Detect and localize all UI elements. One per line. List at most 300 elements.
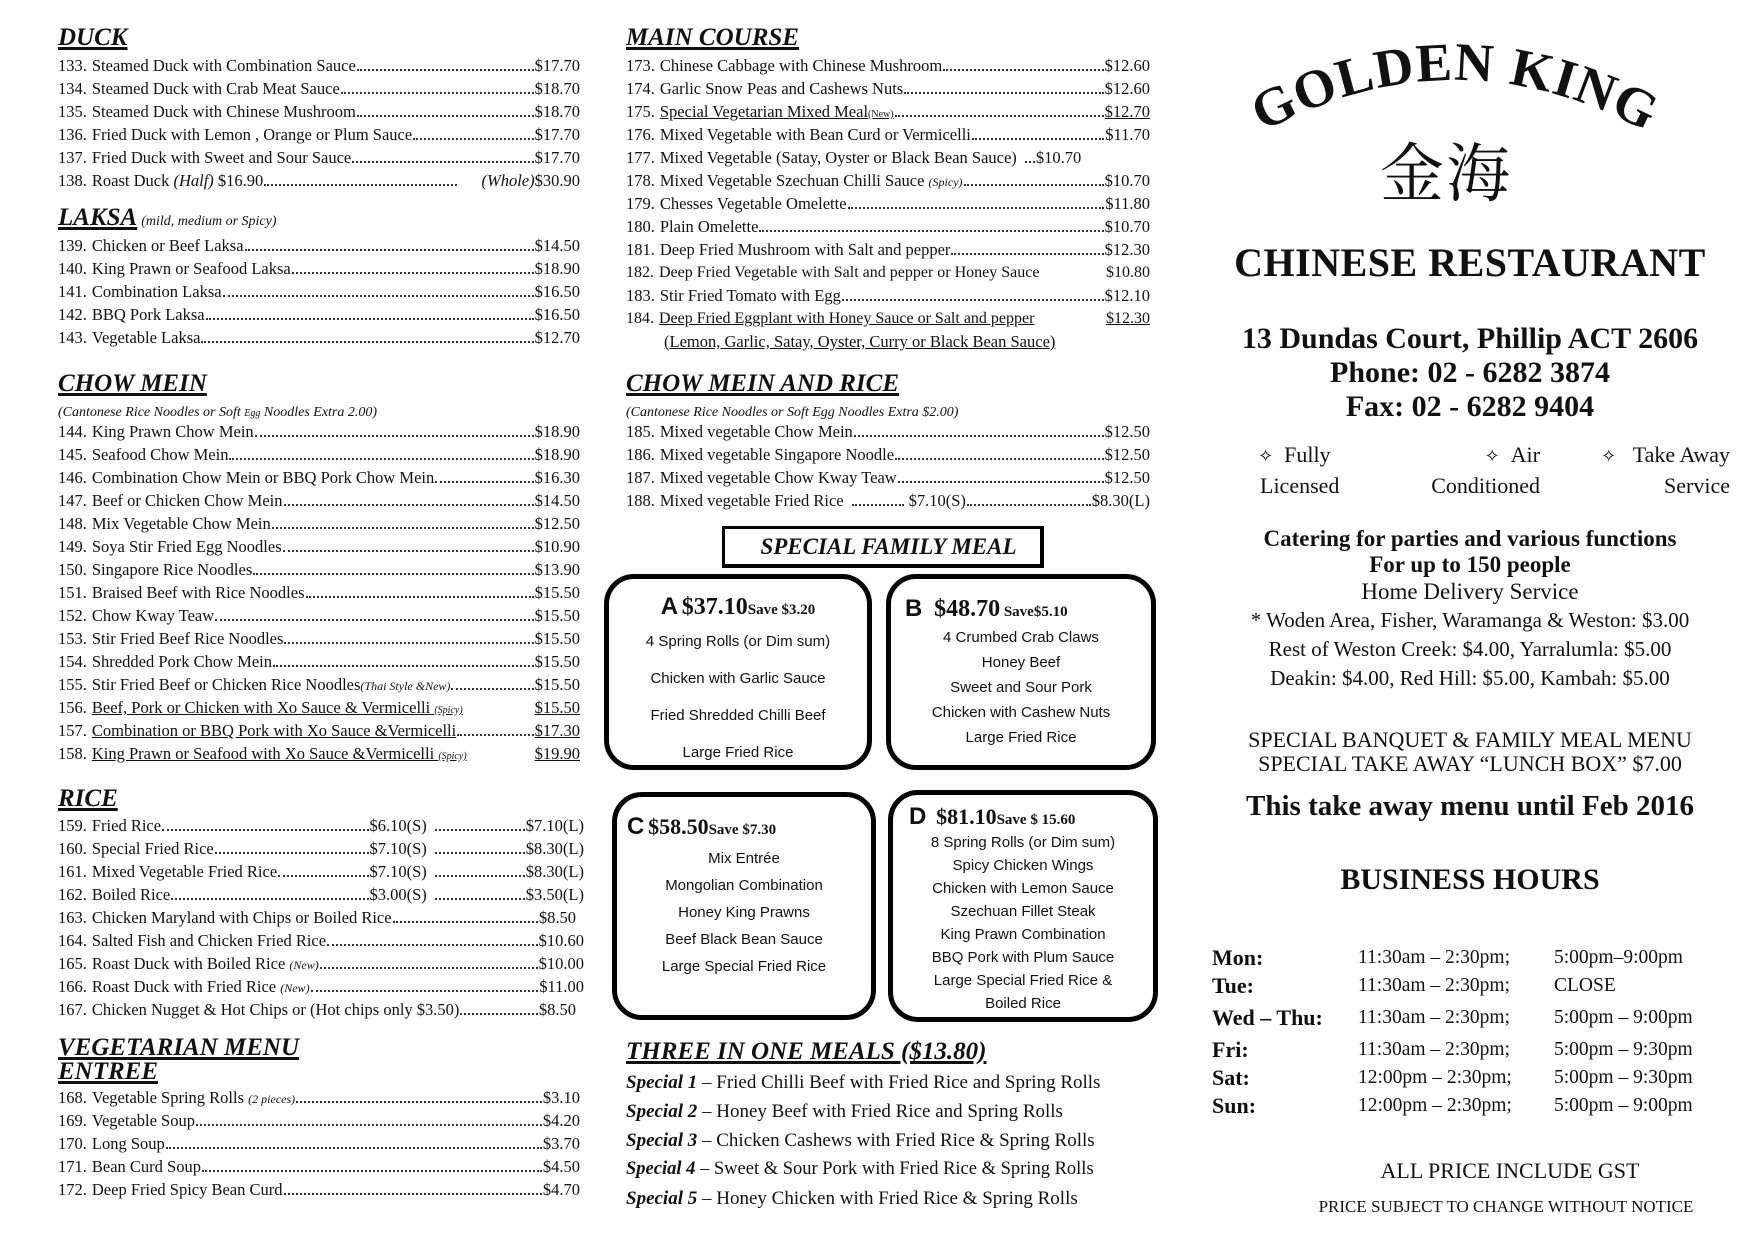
meal-item: Large Fried Rice (682, 744, 794, 761)
meal-item: Mix Entrée (708, 850, 780, 867)
meal-item: Beef Black Bean Sauce (665, 931, 823, 948)
menu-item (58, 883, 584, 906)
business-hours-table (1212, 944, 1693, 1120)
item-number: 169. (58, 1111, 87, 1130)
menu-item (58, 929, 584, 952)
meal-item: Chicken with Cashew Nuts (931, 704, 1111, 721)
section-header-vegetarian (58, 1036, 299, 1084)
feature-label: Air (1510, 442, 1540, 467)
menu-list-chow-mein (58, 420, 580, 765)
item-name-text: Roast Duck (91, 171, 170, 190)
item-price: $4.50 (542, 1157, 580, 1176)
item-price: $12.50 (1104, 445, 1150, 464)
item-name: Combination Laksa (91, 282, 222, 301)
item-price: $4.20 (542, 1111, 580, 1130)
item-name: Combination or BBQ Pork with Xo Sauce &Vermicelli (91, 721, 457, 740)
hours-dinner: 5:00pm – 9:30pm (1554, 1039, 1693, 1060)
menu-item (58, 650, 580, 673)
special-item (626, 1126, 1100, 1155)
leader-dots (357, 65, 534, 71)
delivery-fee-line: Deakin: $4.00, Red Hill: $5.00, Kambah: $5.00 (1270, 666, 1670, 690)
leader-dots (320, 963, 538, 969)
large-price: $3.50(L) (525, 885, 584, 904)
item-price: $17.70 (534, 56, 580, 75)
item-price: $3.70 (542, 1134, 580, 1153)
hours-dinner: 5:00pm – 9:30pm (1554, 1067, 1693, 1088)
meal-items (891, 625, 1151, 750)
leader-dots (171, 894, 368, 900)
item-name: Chicken Nugget & Hot Chips or (Hot chips only $3.50) (91, 1000, 460, 1019)
item-name: Long Soup (91, 1134, 165, 1153)
leader-dots (435, 848, 525, 854)
menu-item-continuation (626, 330, 1150, 353)
menu-item (626, 466, 1150, 489)
leader-dots (951, 249, 1103, 255)
leader-dots (904, 88, 1103, 94)
leader-dots (245, 245, 534, 251)
note-text: (Cantonese Rice Noodles or Soft (58, 405, 245, 420)
item-name: Deep Fried Vegetable with Salt and pepper or Honey Sauce (659, 264, 1040, 281)
item-tag: (Thai Style &New) (360, 679, 451, 693)
meal-item: Sweet and Sour Pork (950, 679, 1092, 696)
special-desc: – Honey Beef with Fried Rice and Spring Rolls (697, 1101, 1063, 1122)
item-sauce-options: (Lemon, Garlic, Satay, Oyster, Curry or Black Bean Sauce) (664, 332, 1056, 351)
small-price: $6.10(S) (369, 816, 427, 835)
menu-list-duck (58, 54, 580, 192)
special-item (626, 1155, 1100, 1184)
item-number: 166. (58, 977, 87, 996)
item-number: 133. (58, 56, 87, 75)
leader-dots (162, 825, 368, 831)
leader-dots (895, 111, 1104, 117)
item-number: 185. (626, 422, 655, 441)
item-number: 143. (58, 328, 87, 347)
restaurant-logo (1230, 40, 1690, 150)
item-price: $19.90 (534, 744, 580, 763)
hours-row (1212, 1036, 1693, 1064)
leader-dots (253, 569, 533, 575)
menu-list-chow-mein-rice (626, 420, 1150, 512)
special-desc: – Fried Chilli Beef with Fried Rice and Spring Rolls (697, 1072, 1101, 1093)
menu-item (626, 146, 1150, 169)
meal-letter: A (660, 593, 679, 620)
menu-item (58, 1086, 580, 1109)
item-tag: (Spicy) (434, 705, 463, 716)
meal-box-a (604, 574, 872, 770)
item-name: Combination Chow Mein or BBQ Pork Chow Mein (91, 468, 435, 487)
leader-dots (284, 500, 534, 506)
item-name: Steamed Duck with Crab Meat Sauce (91, 79, 340, 98)
meal-price: $58.50 (648, 814, 709, 839)
meal-item: Honey King Prawns (678, 904, 810, 921)
small-price: $7.10(S) (369, 862, 427, 881)
hours-day: Tue: (1212, 973, 1254, 998)
menu-item (58, 627, 580, 650)
item-name: Braised Beef with Rice Noodles (91, 583, 305, 602)
meal-price: $81.10 (936, 804, 997, 829)
item-number: 152. (58, 606, 87, 625)
item-name: Mixed vegetable Chow Mein (659, 422, 853, 441)
meal-letter: B (905, 595, 923, 622)
item-name: Mixed vegetable Fried Rice (659, 491, 844, 510)
leader-dots (196, 1120, 542, 1126)
item-number: 173. (626, 56, 655, 75)
item-number: 136. (58, 125, 87, 144)
special-desc: – Sweet & Sour Pork with Fried Rice & Spring Rolls (695, 1159, 1094, 1179)
section-note: (mild, medium or Spicy) (141, 214, 277, 229)
feature-take-away (1576, 440, 1730, 500)
item-number: 181. (626, 240, 655, 259)
menu-item (58, 54, 580, 77)
menu-item (626, 284, 1150, 307)
leader-dots (264, 180, 457, 186)
leader-dots (273, 661, 534, 667)
menu-item (58, 1178, 580, 1201)
delivery-fees (1200, 606, 1740, 693)
hours-row (1212, 1064, 1693, 1092)
item-name: Beef or Chicken Chow Mein (91, 491, 283, 510)
meal-item: Large Special Fried Rice & (933, 972, 1113, 989)
item-number: 156. (58, 698, 87, 717)
special-item (626, 1184, 1100, 1213)
meal-letter: D (909, 803, 927, 830)
item-price: $17.70 (534, 148, 580, 167)
feature-label: Conditioned (1431, 473, 1540, 498)
item-name (92, 1086, 295, 1111)
item-number: 139. (58, 236, 87, 255)
menu-item (626, 443, 1150, 466)
menu-list-rice (58, 814, 584, 1021)
menu-item (58, 742, 580, 765)
star-outline-icon: ✧ (1258, 446, 1274, 467)
feature-air-conditioned (1418, 440, 1540, 500)
item-number: 179. (626, 194, 655, 213)
section-title: MAIN COURSE (626, 24, 799, 51)
section-header-duck (58, 24, 127, 52)
item-tag: (Spicy) (438, 751, 467, 762)
svg-text:GOLDEN KING (1242, 40, 1669, 142)
family-meal-title: SPECIAL FAMILY MEAL (722, 526, 1044, 568)
meal-item: 4 Spring Rolls (or Dim sum) (645, 633, 831, 650)
item-name: Vegetable Laksa (91, 328, 201, 347)
special-desc: – Chicken Cashews with Fried Rice & Spring Rolls (697, 1130, 1095, 1151)
item-number: 176. (626, 125, 655, 144)
section-title: THREE IN ONE MEALS ($13.80) (626, 1038, 987, 1065)
item-name: Vegetable Soup (91, 1111, 195, 1130)
special-desc: – Honey Chicken with Fried Rice & Spring Rolls (697, 1188, 1078, 1209)
item-price: $12.10 (1104, 286, 1150, 305)
item-name-text: King Prawn or Seafood with Xo Sauce &Vermicelli (91, 744, 435, 763)
leader-dots (457, 730, 533, 736)
item-price: $14.50 (534, 236, 580, 255)
item-price: $16.50 (534, 305, 580, 324)
item-number: 188. (626, 491, 655, 510)
item-price: $10.80 (1106, 264, 1150, 281)
leader-dots (223, 291, 534, 297)
menu-item (58, 860, 584, 883)
item-number: 171. (58, 1157, 87, 1176)
meal-item: 4 Crumbed Crab Claws (943, 629, 1099, 646)
item-price: $15.50 (534, 652, 580, 671)
leader-dots (413, 134, 533, 140)
item-number: 135. (58, 102, 87, 121)
item-number: 170. (58, 1134, 87, 1153)
item-number: 164. (58, 931, 87, 950)
catering-capacity: For up to 150 people (1369, 552, 1571, 577)
feature-label: Fully (1284, 442, 1331, 467)
section-title: CHOW MEIN AND RICE (626, 370, 899, 397)
hours-row (1212, 1000, 1693, 1036)
menu-list-vegetarian-entree (58, 1086, 580, 1201)
hours-dinner: 5:00pm – 9:00pm (1554, 1007, 1693, 1028)
leader-dots (435, 894, 525, 900)
menu-item (58, 696, 580, 719)
section-title: LAKSA (58, 204, 138, 231)
leader-dots (311, 986, 539, 992)
meal-item: Large Fried Rice (965, 729, 1077, 746)
menu-item (58, 489, 580, 512)
item-name: BBQ Pork Laksa (91, 305, 205, 324)
item-number: 165. (58, 954, 87, 973)
menu-item (58, 581, 580, 604)
hours-lunch: 12:00pm – 2:30pm; (1358, 1095, 1512, 1116)
item-number: 157. (58, 721, 87, 740)
item-number: 134. (58, 79, 87, 98)
menu-item (58, 814, 584, 837)
special-item (626, 1068, 1100, 1097)
item-price: $8.50 (538, 1000, 576, 1019)
item-name (92, 742, 467, 768)
item-price: $17.70 (534, 125, 580, 144)
meal-items (617, 845, 871, 980)
meal-item: Mongolian Combination (665, 877, 823, 894)
item-tag: (New) (289, 958, 319, 972)
small-price: $3.00(S) (369, 885, 427, 904)
item-price: $18.70 (534, 102, 580, 121)
large-price: $8.30(L) (1091, 491, 1150, 510)
item-name: Mixed Vegetable with Bean Curd or Vermicelli (659, 125, 971, 144)
item-price: $8.50 (538, 908, 576, 927)
item-number: 172. (58, 1180, 87, 1199)
meal-box-b (886, 574, 1156, 770)
menu-item (58, 1132, 580, 1155)
item-name: Mixed vegetable Singapore Noodle (659, 445, 895, 464)
hours-day: Wed – Thu: (1212, 1005, 1323, 1030)
item-number: 178. (626, 171, 655, 190)
menu-item (58, 673, 580, 696)
leader-dots (898, 477, 1104, 483)
item-price: $12.30 (1106, 310, 1150, 327)
item-price: $16.50 (534, 282, 580, 301)
menu-item (58, 123, 580, 146)
small-price: $7.10(S) (369, 839, 427, 858)
item-price: $12.50 (534, 514, 580, 533)
section-title: VEGETARIAN MENU (58, 1034, 300, 1061)
meal-savings: Save $7.30 (708, 822, 777, 838)
leader-dots (278, 871, 368, 877)
item-number: 137. (58, 148, 87, 167)
large-price: $8.30(L) (525, 839, 584, 858)
meal-box-d (888, 790, 1158, 1022)
item-number: 148. (58, 514, 87, 533)
leader-dots (215, 848, 369, 854)
item-name: Bean Curd Soup (91, 1157, 201, 1176)
item-price: $15.50 (534, 606, 580, 625)
hours-lunch: 11:30am – 2:30pm; (1358, 975, 1511, 996)
leader-dots (848, 203, 1105, 209)
item-number: 162. (58, 885, 87, 904)
item-name: Chicken or Beef Laksa (91, 236, 244, 255)
chinese-name: 金海 (1380, 138, 1512, 212)
leader-dots (759, 226, 1103, 232)
item-number: 161. (58, 862, 87, 881)
special-label: Special 2 (626, 1101, 698, 1122)
item-number: 180. (626, 217, 655, 236)
leader-dots (215, 615, 533, 621)
item-price: $10.70 (1104, 217, 1150, 236)
leader-dots (1025, 157, 1035, 163)
item-name-text: Roast Duck with Boiled Rice (91, 954, 286, 973)
item-number: 163. (58, 908, 87, 927)
item-name: Seafood Chow Mein (91, 445, 229, 464)
menu-item (58, 326, 580, 349)
item-price: $13.90 (534, 560, 580, 579)
item-name: Soya Stir Fried Egg Noodles (91, 537, 282, 556)
item-name-text: Roast Duck with Fried Rice (91, 977, 277, 996)
item-number: 141. (58, 282, 87, 301)
small-price: $7.10(S) (908, 491, 966, 510)
gst-note: ALL PRICE INCLUDE GST (1380, 1158, 1640, 1183)
leader-dots (201, 337, 533, 343)
meal-savings: Save $3.20 (747, 602, 816, 618)
item-name: Mixed vegetable Chow Kway Teaw (659, 468, 897, 487)
meal-item: Chicken with Garlic Sauce (650, 670, 826, 687)
leader-dots (284, 1189, 542, 1195)
meal-item: Large Special Fried Rice (661, 958, 827, 975)
item-price: $10.00 (538, 954, 584, 973)
logo-text: GOLDEN KING (1241, 40, 1669, 143)
leader-dots (393, 917, 538, 923)
section-header-chow-mein (58, 370, 207, 398)
hours-day: Sun: (1212, 1093, 1257, 1118)
meal-item: 8 Spring Rolls (or Dim sum) (930, 834, 1116, 851)
meal-item: Chicken with Lemon Sauce (932, 880, 1114, 897)
item-price: $30.90 (534, 171, 580, 190)
menu-item (626, 192, 1150, 215)
item-name: Mixed Vegetable Fried Rice (91, 862, 278, 881)
banquet-menu-note: SPECIAL BANQUET & FAMILY MEAL MENU (1248, 727, 1692, 752)
large-price: $7.10(L) (525, 816, 584, 835)
item-number: 142. (58, 305, 87, 324)
menu-item (626, 100, 1150, 123)
item-price: $12.70 (1104, 102, 1150, 121)
menu-item (58, 975, 584, 998)
leader-dots (435, 477, 533, 483)
note-text: Noodles Extra 2.00) (260, 405, 378, 420)
menu-item (58, 512, 580, 535)
leader-dots (842, 295, 1104, 301)
hours-lunch: 11:30am – 2:30pm; (1358, 1007, 1511, 1028)
item-name (92, 952, 319, 977)
leader-dots (206, 314, 534, 320)
menu-item (58, 169, 580, 192)
leader-dots (166, 1143, 542, 1149)
section-header-laksa (58, 204, 277, 232)
item-number: 160. (58, 839, 87, 858)
menu-item (58, 906, 576, 929)
item-name: King Prawn or Seafood Laksa (91, 259, 291, 278)
item-number: 144. (58, 422, 87, 441)
feature-label: Service (1664, 473, 1730, 498)
item-number: 153. (58, 629, 87, 648)
hours-day: Fri: (1212, 1037, 1249, 1062)
menu-item (58, 146, 580, 169)
menu-item (626, 215, 1150, 238)
leader-dots (852, 500, 904, 506)
section-header-main-course (626, 24, 799, 52)
feature-label: Take Away (1632, 442, 1730, 467)
item-price: $15.50 (534, 583, 580, 602)
item-number: 154. (58, 652, 87, 671)
leader-dots (943, 65, 1103, 71)
menu-item (58, 234, 580, 257)
hours-lunch: 11:30am – 2:30pm; (1358, 1039, 1511, 1060)
menu-item (58, 280, 580, 303)
section-title: CHOW MEIN (58, 370, 207, 397)
meal-header (617, 813, 871, 841)
hours-dinner: 5:00pm – 9:00pm (1554, 1095, 1693, 1116)
menu-validity: This take away menu until Feb 2016 (1246, 790, 1694, 822)
leader-dots (460, 1009, 537, 1015)
item-number: 174. (626, 79, 655, 98)
item-tag: (2 pieces) (248, 1092, 296, 1106)
item-price: $15.50 (534, 629, 580, 648)
item-name-text: Beef, Pork or Chicken with Xo Sauce & Vermicelli (91, 698, 431, 717)
menu-item (58, 535, 580, 558)
leader-dots (435, 871, 525, 877)
leader-dots (435, 825, 525, 831)
menu-item (58, 443, 580, 466)
item-number: 158. (58, 744, 87, 763)
item-name-text: Stir Fried Beef or Chicken Rice Noodles (91, 675, 361, 694)
meal-items (609, 623, 867, 771)
item-name: Stir Fried Tomato with Egg (659, 286, 841, 305)
half-price: $16.90 (217, 171, 264, 190)
item-price: $12.70 (534, 328, 580, 347)
menu-item (58, 303, 580, 326)
menu-item (626, 307, 1150, 330)
meal-item: Szechuan Fillet Steak (950, 903, 1096, 920)
item-price: $17.30 (534, 721, 580, 740)
item-price: $10.90 (534, 537, 580, 556)
restaurant-subtitle: CHINESE RESTAURANT (1234, 240, 1706, 285)
meal-item: BBQ Pork with Plum Sauce (931, 949, 1115, 966)
leader-dots (967, 500, 1091, 506)
section-title: DUCK (58, 24, 128, 51)
item-name: Shredded Pork Chow Mein (91, 652, 272, 671)
meal-price: $37.10 (681, 594, 748, 620)
item-price: $10.70 (1035, 148, 1082, 167)
feature-fully-licensed (1258, 440, 1368, 500)
item-number: 159. (58, 816, 87, 835)
address: 13 Dundas Court, Phillip ACT 2606 (1241, 322, 1699, 355)
whole-label: (Whole) (481, 171, 535, 190)
hours-day: Mon: (1212, 945, 1264, 970)
menu-item (58, 604, 580, 627)
item-price: $10.70 (1104, 171, 1150, 190)
leader-dots (229, 454, 533, 460)
item-price: $11.80 (1105, 194, 1150, 213)
